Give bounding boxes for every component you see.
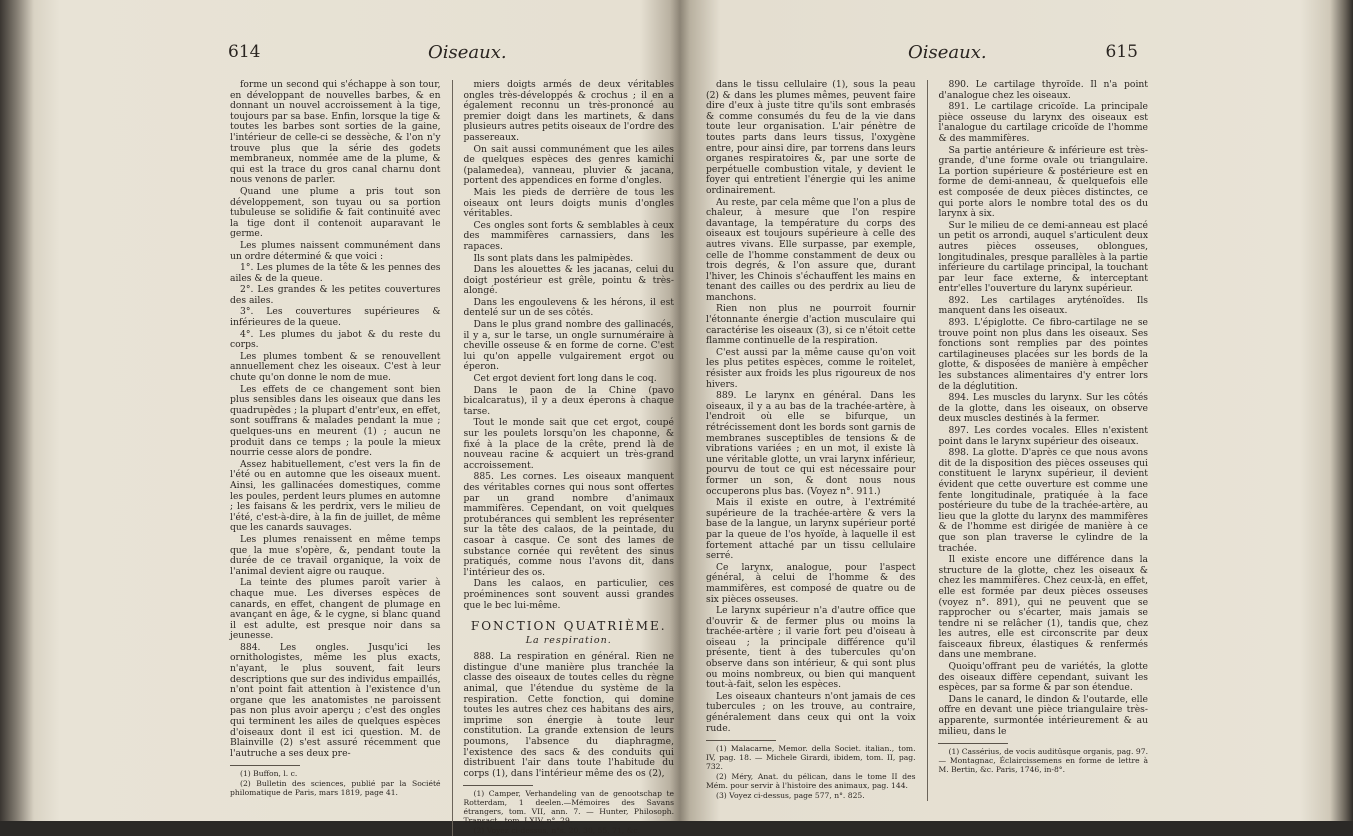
paragraph: 888. La respiration en général. Rien ne distingue d'une manière plus tranchée la classe des oiseaux de toutes celles du règne animal, que l'étendue du système de la respiration. Cette fonction, qui domine toutes les autres chez ces habitans des airs, imprime son énergie à toute leur constitution. La grande extension de leurs poumons, l'absence du diaphragme, l'existence des sacs & des conduits qui distribuent l'air dans toute l'habitude du corps (1), dans l'intérieur même des os (2), (463, 651, 674, 779)
paragraph: 898. La glotte. D'après ce que nous avons dit de la disposition des pièces osseuses qui constituent le larynx supérieur, il devient évident que cette ouverture est comme une fente longitudinale, pratiquée à la face postérieure du tube de la trachée-artère, au lieu que la glotte du larynx des mammifères & de l'homme est dirigée de manière à ce que son plan traverse le cylindre de la trachée. (938, 447, 1148, 554)
paragraph: 891. Le cartilage cricoïde. La principale pièce osseuse du larynx des oiseaux est l'analogue du cartilage cricoïde de l'homme & des mammifères. (938, 101, 1148, 144)
paragraph: 892. Les cartilages aryténoïdes. Ils manquent dans les oiseaux. (938, 294, 1148, 317)
section-heading: FONCTION QUATRIÈME. (470, 619, 667, 634)
footnote: (2) Bulletin des sciences, publié par la Société philomatique de Paris, mars 1819, page 41. (230, 779, 441, 798)
footnote-rule (706, 740, 776, 741)
paragraph: Il existe encore une différence dans la structure de la glotte, chez les oiseaux & chez les mammifères. Chez ceux-là, en effet, elle est formée par deux pièces osseuses (voyez n°. 891), qui ne peuvent que se rapprocher ou s'écarter, mais jamais se tendre ni se relâcher (1), tandis que, chez les autres, elle est circonscrite par deux faisceaux fibreux, élastiques & renfermés dans une membrane. (938, 554, 1148, 661)
paragraph: Ce larynx, analogue, pour l'aspect général, à celui de l'homme & des mammifères, est composé de quatre ou de six pièces osseuses. (706, 561, 916, 605)
paragraph: Mais il existe en outre, à l'extrémité supérieure de la trachée-artère & vers la base de la langue, un larynx supérieur porté par la queue de l'os hyoïde, à laquelle il est fortement attaché par un tissu cellulaire serré. (706, 497, 916, 562)
paragraph: C'est aussi par la même cause qu'on voit les plus petites espèces, comme le roitelet, résister aux froids les plus rigoureux de nos hivers. (706, 346, 916, 390)
paragraph: Dans les engoulevens & les hérons, il est dentelé sur un de ses côtés. (463, 296, 674, 319)
column-divider (927, 80, 928, 801)
section-subheading: La respiration. (525, 634, 612, 646)
paragraph: dans le tissu cellulaire (1), sous la peau (2) & dans les plumes mêmes, peuvent faire dire d'eux à juste titre qu'ils sont embrasés & comme consumés du feu de la vie dans toute leur organisation. L'air pénètre de toutes parts dans leurs tissus, l'oxygène entre, pour ainsi dire, par torrens dans leurs organes respiratoires &, par une sorte de perpétuelle combustion vitale, y devient le foyer qui entretient l'énergie qui les anime ordinairement. (706, 79, 916, 196)
footnote: (1) Cassérius, de vocis auditûsque organis, pag. 97. — Montagnac, Éclaircissemens en forme de lettre à M. Bertin, &c. Paris, 1746, in-8°. (938, 747, 1148, 775)
paragraph: 890. Le cartilage thyroïde. Il n'a point d'analogue chez les oiseaux. (938, 79, 1148, 101)
paragraph: Assez habituellement, c'est vers la fin de l'été ou en automne que les oiseaux muent. Ainsi, les gallinacées domestiques, comme les poules, perdent leurs plumes en automne ; les faisans & les perdrix, vers le milieu de l'été, c'est-à-dire, à la fin de juillet, de même que les canards sauvages. (230, 458, 441, 534)
paragraph: Ils sont plats dans les palmipèdes. (473, 252, 634, 264)
paragraph: 4°. Les plumes du jabot & du reste du corps. (230, 328, 441, 351)
paragraph: forme un second qui s'échappe à son tour, en développant de nouvelles barbes, & en donnant un nouvel accroissement à la tige, toujours par sa base. Enfin, lorsque la tige & toutes les barbes sont sorties de la gaine, l'intérieur de celle-ci se dessèche, & l'on n'y trouve plus que la série des godets membraneux, nommée ame de la plume, & qui est la trace du gros canal charnu dont nous venons de parler. (230, 79, 441, 186)
right-page-header (698, 42, 1156, 76)
paragraph: Rien non plus ne pourroit fournir l'étonnante énergie d'action musculaire qui caractérise les oiseaux (3), si ce n'étoit cette flamme continuelle de la respiration. (706, 303, 916, 347)
paragraph: Les effets de ce changement sont bien plus sensibles dans les oiseaux que dans les quadrupèdes ; la plupart d'entr'eux, en effet, sont souffrans & malades pendant la mue ; quelques-uns en meurent (1) ; aucun ne produit dans ce temps ; la poule la mieux nourrie cesse alors de pondre. (230, 383, 441, 459)
left-page-header (222, 42, 682, 76)
paragraph: miers doigts armés de deux véritables ongles très-développés & crochus ; il en a également reconnu un très-prononcé au premier doigt dans les martinets, & dans plusieurs autres petits oiseaux de l'ordre des passereaux. (463, 79, 674, 143)
column-divider (452, 80, 453, 836)
left-page (222, 0, 682, 836)
paragraph: On sait aussi communément que les ailes de quelques espèces des genres kamichi (palamedea), vanneau, pluvier & jacana, portent des appendices en forme d'ongles. (463, 143, 674, 187)
paragraph: Dans le plus grand nombre des gallinacés, il y a, sur le tarse, un ongle surnuméraire à cheville osseuse & en forme de corne. C'est lui qu'on appelle vulgairement ergot ou éperon. (463, 319, 674, 373)
paragraph: 885. Les cornes. Les oiseaux manquent des véritables cornes qui nous sont offertes par un grand nombre d'animaux mammifères. Cependant, on voit quelques protubérances qui semblent les représenter sur la tête des calaos, de la peintade, du casoar à casque. Ce sont des lames de substance cornée qui revêtent des sinus pratiqués, comme nous l'avons dit, dans l'intérieur des os. (463, 471, 674, 578)
left-running-title: Oiseaux. (428, 42, 507, 63)
paragraph: Sa partie antérieure & inférieure est très-grande, d'une forme ovale ou triangulaire. La portion supérieure & postérieure est en forme de demi-anneau, & quelquefois elle est composée de deux pièces distinctes, ce qui porte alors le nombre total des os du larynx à six. (938, 144, 1148, 220)
paragraph: Mais les pieds de derrière de tous les oiseaux ont leurs doigts munis d'ongles véritables. (463, 186, 674, 220)
paragraph: Quand une plume a pris tout son développement, son tuyau ou sa portion tubuleuse se solidifie & fait continuité avec la tige dont il contenoit auparavant le germe. (230, 185, 441, 240)
paragraph: Dans les calaos, en particulier, ces proéminences sont souvent aussi grandes que le bec lui-même. (463, 578, 674, 611)
left-column-1 (230, 80, 441, 836)
paragraph: Dans le paon de la Chine (pavo bicalcaratus), il y a deux éperons à chaque tarse. (463, 384, 674, 417)
paragraph: 897. Les cordes vocales. Elles n'existent point dans le larynx supérieur des oiseaux. (938, 425, 1148, 447)
paragraph: Dans les alouettes & les jacanas, celui du doigt postérieur est grêle, pointu & très-alongé. (463, 264, 674, 297)
right-column-2 (938, 80, 1148, 801)
paragraph: La teinte des plumes paroît varier à chaque mue. Les diverses espèces de canards, en effet, changent de plumage en avançant en âge, & le cygne, si blanc quand il est adulte, est presque noir dans sa jeunesse. (230, 577, 441, 642)
paragraph: Sur le milieu de ce demi-anneau est placé un petit os arrondi, auquel s'articulent deux autres pièces osseuses, oblongues, longitudinales, presque parallèles à la partie inférieure du cartilage principal, la touchant par leur face externe, & interceptant entr'elles l'ouverture du larynx supérieur. (938, 219, 1148, 295)
paragraph: Ces ongles sont forts & semblables à ceux des mammifères carnassiers, dans les rapaces. (463, 219, 674, 252)
paragraph: 884. Les ongles. Jusqu'ici les ornithologistes, même les plus exacts, n'ayant, le plus souvent, fait leurs descriptions que sur des individus empaillés, n'ont point fait attention à l'existence d'un organe que les anatomistes ne paroissent pas non plus avoir aperçu ; c'est des ongles qui terminent les ailes de quelques espèces d'oiseaux dont il est ici question. M. de Blainville (2) s'est assuré récemment que l'autruche a ses deux pre- (230, 641, 441, 759)
paragraph: 894. Les muscles du larynx. Sur les côtés de la glotte, dans les oiseaux, on observe deux muscles destinés à la fermer. (938, 392, 1148, 425)
left-page-number: 614 (228, 42, 261, 62)
footnote: (1) Camper, Verhandeling van de genootschap te Rotterdam, 1 deelen.—Mémoires des Savans étrangers, tom. VII, ann. 7. — Hunter, Philosoph. Transact., tom. LXIV, n°. 29. (463, 789, 674, 826)
right-page (698, 0, 1156, 821)
paragraph: 3°. Les couvertures supérieures & inférieures de la queue. (230, 306, 441, 329)
paragraph: Dans le canard, le dindon & l'outarde, elle offre en devant une pièce triangulaire très-apparente, surmontée intérieurement & au milieu, dans le (938, 693, 1148, 737)
paragraph: Quoiqu'offrant peu de variétés, la glotte des oiseaux diffère cependant, suivant les espèces, par sa forme & par son étendue. (938, 661, 1148, 694)
paragraph: Les plumes naissent communément dans un ordre déterminé & que voici : (230, 239, 441, 262)
footnote: (1) Malacarne, Memor. della Societ. italian., tom. IV, pag. 18. — Michele Girardi, ibidem, tom. II, pag. 732. (706, 744, 916, 772)
footnote-rule (230, 765, 300, 766)
footnote: (2) Méry, Anat. du pélican, dans le tome II des Mém. pour servir à l'histoire des animaux, pag. 144. (706, 772, 916, 791)
footnote: (2) Voyez ci-dessus, n°s. 20, 30, 55, 71, &c. (473, 826, 641, 836)
left-column-2 (463, 80, 674, 836)
footnote: (3) Voyez ci-dessus, page 577, n°. 825. (716, 791, 865, 801)
paragraph: 2°. Les grandes & les petites couvertures des ailes. (230, 284, 441, 306)
paragraph: Les plumes renaissent en même temps que la mue s'opère, &, pendant toute la durée de ce travail organique, la voix de l'animal devient aigre ou rauque. (230, 533, 441, 577)
paragraph: Les plumes tombent & se renouvellent annuellement chez les oiseaux. C'est à leur chute qu'on donne le nom de mue. (230, 350, 441, 384)
paragraph: Cet ergot devient fort long dans le coq. (473, 373, 657, 385)
paragraph: Le larynx supérieur n'a d'autre office que d'ouvrir & de fermer plus ou moins la trachée-artère ; il varie fort peu d'oiseau à oiseau ; la principale différence qu'il présente, tient à des tubercules qu'on observe dans son intérieur, & qui sont plus ou moins nombreux, ou bien qui manquent tout-à-fait, selon les espèces. (706, 605, 916, 691)
paragraph: Tout le monde sait que cet ergot, coupé sur les poulets lorsqu'on les chaponne, & fixé à la place de la crête, prend là de nouveau racine & acquiert un très-grand accroissement. (463, 417, 674, 471)
footnote-rule (463, 785, 533, 786)
footnote: (1) Buffon, l. c. (240, 769, 298, 779)
footnote-rule (938, 743, 1008, 744)
right-page-number: 615 (1105, 42, 1138, 62)
paragraph: Les oiseaux chanteurs n'ont jamais de ces tubercules ; on les trouve, au contraire, généralement dans ceux qui ont la voix rude. (706, 690, 916, 734)
paragraph: 889. Le larynx en général. Dans les oiseaux, il y a au bas de la trachée-artère, à l'endroit où elle se bifurque, un rétrécissement dont les bords sont garnis de membranes susceptibles de tensions & de vibrations variées ; en un mot, il existe là une véritable glotte, un vrai larynx inférieur, pourvu de tout ce qui est nécessaire pour former un son, & dont nous nous occuperons plus bas. (Voyez n°. 911.) (706, 390, 916, 497)
right-column-1 (706, 80, 916, 801)
paragraph: Au reste, par cela même que l'on a plus de chaleur, à mesure que l'on respire davantage, la température du corps des oiseaux est toujours supérieure à celle des autres vivans. Elle surpasse, par exemple, celle de l'homme constamment de deux ou trois degrés, & l'on assure que, durant l'hiver, les Chinois s'échauffent les mains en tenant des cailles ou des perdrix au lieu de manchons. (706, 196, 916, 303)
paragraph: 893. L'épiglotte. Ce fibro-cartilage ne se trouve point non plus dans les oiseaux. Ses fonctions sont remplies par des pointes cartilagineuses placées sur les bords de la glotte, & disposées de manière à empêcher les substances alimentaires d'y entrer lors de la déglutition. (938, 317, 1148, 392)
right-running-title: Oiseaux. (908, 42, 987, 63)
paragraph: 1°. Les plumes de la tête & les pennes des ailes & de la queue. (230, 262, 441, 284)
